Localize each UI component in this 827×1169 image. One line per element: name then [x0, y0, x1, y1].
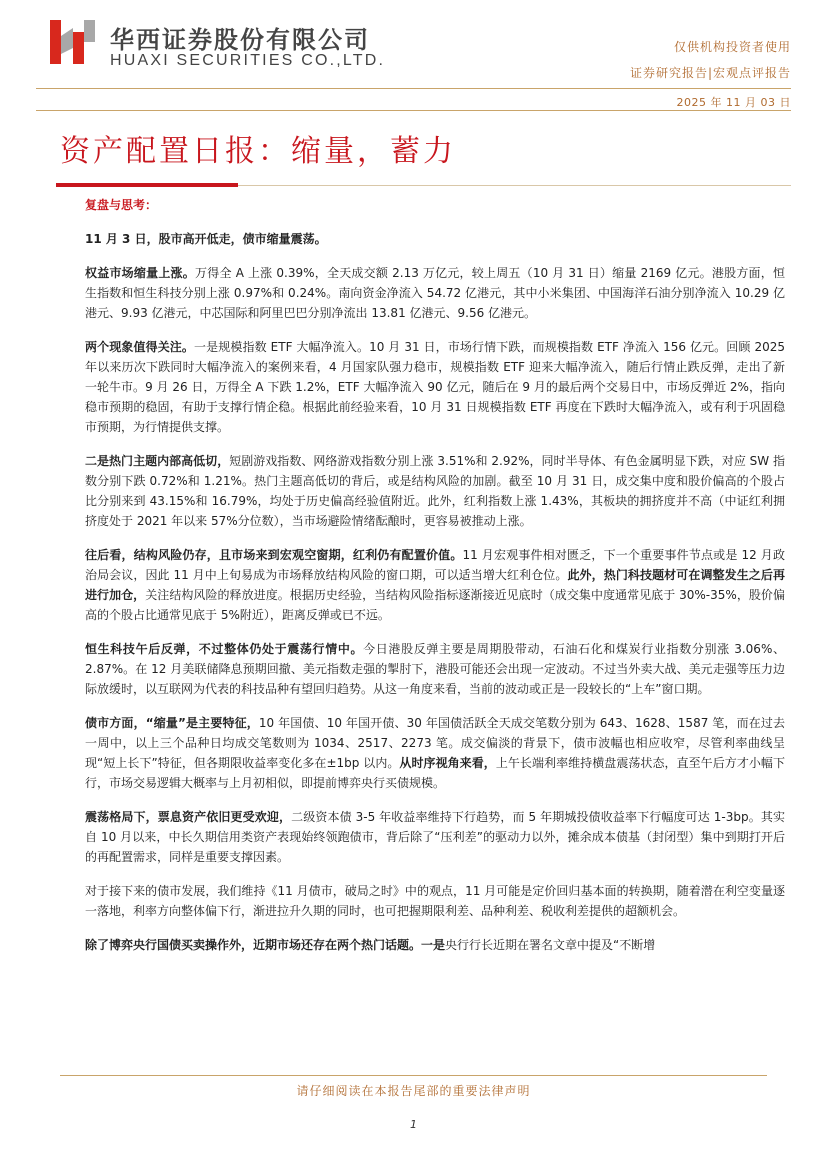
title-accent-bar: [56, 183, 238, 187]
paragraph-hot-topics: 除了博弈央行国债买卖操作外，近期市场还存在两个热门话题。一是央行行长近期在署名文章中提及“不断增: [85, 938, 656, 952]
audience-note: 仅供机构投资者使用: [673, 40, 791, 54]
paragraph-equity: 权益市场缩量上涨。万得全 A 上涨 0.39%，全天成交额 2.13 万亿元，较上周五（10 月 31 日）缩量 2169 亿元。港股方面，恒生指数和恒生科技分别上涨 0.97%和 0.24%。南向资金净流入 54.72 亿港元，其中小米集团、中国海洋石油分别净流入 10.29 亿港元、9.93 亿港元，中芯国际和阿里巴巴分别净流出 13.81 亿港元、9.56 亿港元。: [85, 266, 785, 320]
date-divider: [36, 110, 791, 111]
company-name-cn: 华西证券股份有限公司: [110, 25, 370, 54]
huaxi-logo-icon: [50, 18, 96, 66]
section-label: 复盘与思考：: [85, 198, 158, 212]
report-type: 证券研究报告|宏观点评报告: [629, 66, 791, 80]
paragraph-hang-seng: 恒生科技午后反弹，不过整体仍处于震荡行情中。今日港股反弹主要是周期股带动，石油石化和煤炭行业指数分别涨 3.06%、2.87%。在 12 月美联储降息预期回撤、美元指数走强的掣肘下，港股可能还会出现一定波动。不过当外卖大战、美元走强等压力边际放缓时，以互联网为代表的科技品种有望回归趋势。从这一角度来看，当前的波动或正是一段较长的“上车”窗口期。: [85, 642, 785, 696]
report-date: 2025 年 11 月 03 日: [676, 96, 791, 109]
page-number: 1: [410, 1118, 417, 1131]
paragraph-two-phenomena: 两个现象值得关注。一是规模指数 ETF 大幅净流入。10 月 31 日，市场行情下跌，而规模指数 ETF 净流入 156 亿元。回顾 2025 年以来历次下跌同时大幅净流入的案例来看，4 月国家队强力稳市，规模指数 ETF 迎来大幅净流入，随后行情止跌反弹，走出了新一轮牛市。9 月 26 日，万得全 A 下跌 1.2%，ETF 大幅净流入 90 亿元，随后在 9 月的最后两个交易日中，市场反弹近 2%，指向稳市预期的稳固，有助于支撑行情企稳。根据此前经验来看，10 月 31 日规模指数 ETF 再度在下跌时大幅净流入，或有利于巩固稳市预期，为行情提供支撑。: [85, 340, 785, 434]
title-rule: [238, 185, 791, 186]
paragraph-bond-outlook: 对于接下来的债市发展，我们维持《11 月债市，破局之时》中的观点，11 月可能是定价回归基本面的转换期，随着潜在利空变量逐一落地，利率方向整体偏下行，渐进拉升久期的同时，也可把握期限利差、品种利差、税收利差提供的超额机会。: [85, 884, 785, 918]
paragraph-theme-rotation: 二是热门主题内部高低切，短剧游戏指数、网络游戏指数分别上涨 3.51%和 2.92%，同时半导体、有色金属明显下跌，对应 SW 指数分别下跌 0.72%和 1.21%。热门主题高低切的背后，或是结构风险的加剧。截至 10 月 31 日，成交集中度和股价偏高的个股占比分别来到 43.15%和 16.79%，均处于历史偏高经验值附近。此外，红利指数上涨 1.43%，其板块的拥挤度并不高（中证红利拥挤度处于 2021 年以来 57%分位数），当市场避险情绪酝酿时，更容易被推动上涨。: [85, 454, 785, 528]
paragraph-outlook: 往后看，结构风险仍存，且市场来到宏观空窗期，红利仍有配置价值。11 月宏观事件相对匮乏，下一个重要事件节点或是 12 月政治局会议，因此 11 月中上旬易成为市场释放结构风险的窗口期，可以适当增大红利仓位。此外，热门科技题材可在调整发生之后再进行加仓，关注结构风险的释放进度。根据历史经验，当结构风险指标逐渐接近见底时（成交集中度通常见底于 30%-35%，股价偏高的个股占比通常见底于 5%附近），距离反弹或已不远。: [85, 548, 785, 622]
paragraph-bond-market: 债市方面，“缩量”是主要特征，10 年国债、10 年国开债、30 年国债活跃全天成交笔数分别为 643、1628、1587 笔，而在过去一周中，以上三个品种日均成交笔数则为 1034、2517、2273 笔。成交偏淡的背景下，债市波幅也相应收窄，尽管利率曲线呈现“短上长下”特征，但各期限收益率变化多在±1bp 以内。从时序视角来看，上午长端利率维持横盘震荡状态，直至午后方才小幅下行，市场交易逻辑大概率与上月初相似，即提前博弈央行买债规模。: [85, 716, 785, 790]
legal-notice: 请仔细阅读在本报告尾部的重要法律声明: [296, 1084, 531, 1098]
lead-paragraph: 11 月 3 日，股市高开低走，债市缩量震荡。: [85, 232, 327, 246]
company-name-en: HUAXI SECURITIES CO.,LTD.: [110, 52, 386, 69]
header-divider: [36, 88, 791, 89]
footer-divider: [60, 1075, 767, 1076]
page-title: 资产配置日报：缩量，蓄力: [60, 134, 456, 169]
paragraph-coupon-assets: 震荡格局下，票息资产依旧更受欢迎，二级资本债 3-5 年收益率维持下行趋势，而 5 年期城投债收益率下行幅度可达 1-3bp。其实自 10 月以来，中长久期信用类资产表现始终领跑债市，背后除了“压利差”的驱动力以外，摊余成本债基（封闭型）集中到期打开后的再配置需求，同样是重要支撑因素。: [85, 810, 785, 864]
report-body: [85, 195, 785, 969]
